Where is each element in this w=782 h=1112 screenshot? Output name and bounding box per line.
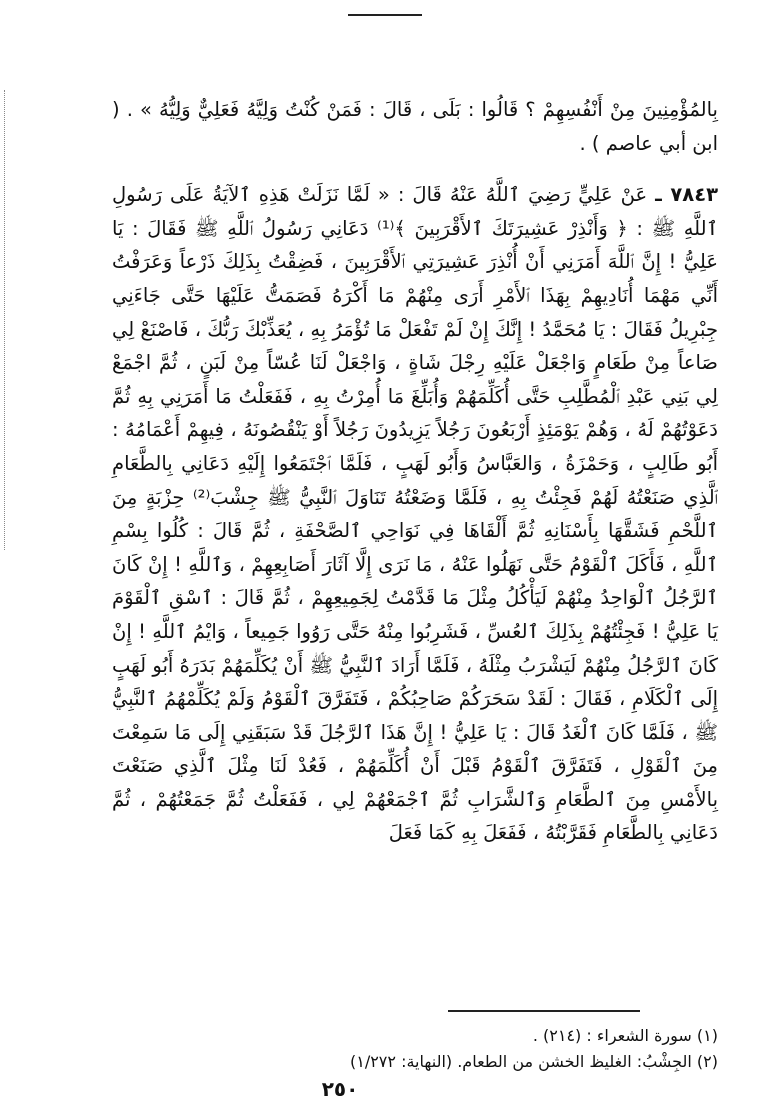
hadith-number: ٧٨٤٣ ـ (655, 183, 718, 207)
margin-dotted-line (4, 90, 7, 550)
paragraph-continuation: بِالمُؤْمِنِينَ مِنْ أَنْفُسِهِمْ ؟ قَالُوا : بَلَى ، قَالَ : فَمَنْ كُنْتُ وَلِيَّهُ فَعَلِيٌّ وَلِيُّهُ » . ( ابن أبي عاصم ) . (112, 98, 718, 155)
footnotes (112, 1023, 718, 1075)
header-rule (348, 14, 422, 16)
paragraph-hadith (112, 178, 718, 850)
footnote-separator (448, 1010, 640, 1012)
footnote-2: (٢) الجِشْبُ: الغليظ الخشن من الطعام. (النهاية: ١/٢٧٢) (349, 1052, 718, 1071)
hadith-text: عَنْ عَلِيٍّ رَضِيَ ٱللَّهُ عَنْهُ قَالَ : « لَمَّا نَزَلَتْ هَذِهِ ٱلآيَةُ عَلَى رَسُولِ ٱللَّهِ ﷺ : ﴿ وَأَنْذِرْ عَشِيرَتَكَ ٱلأَقْرَبِينَ ﴾⁽¹⁾ دَعَانِي رَسُولُ ٱللَّهِ ﷺ فَقَالَ : يَا عَلِيُّ ! إِنَّ ٱللَّهَ أَمَرَنِي أَنْ أُنْذِرَ عَشِيرَتِي ٱلأَقْرَبِينَ ، فَضِقْتُ بِذَلِكَ ذَرْعاً وَعَرَفْتُ أَنِّي مَهْمَا أُنَادِيهِمْ بِهَذَا ٱلأَمْرِ أَرَى مِنْهُمْ مَا أَكْرَهُ فَصَمَتُّ عَلَيْهَا حَتَّى جَاءَنِي جِبْرِيلُ فَقَالَ : يَا مُحَمَّدُ ! إِنَّكَ إِنْ لَمْ تَفْعَلْ مَا تُؤْمَرُ بِهِ ، يُعَذِّبْكَ رَبُّكَ ، فَاصْنَعْ لِي صَاعاً مِنْ طَعَامٍ وَاجْعَلْ عَلَيْهِ رِجْلَ شَاةٍ ، وَاجْعَلْ لَنَا عُسّاً مِنْ لَبَنٍ ، ثُمَّ اجْمَعْ لِي بَنِي عَبْدِ ٱلْمُطَّلِبِ حَتَّى أُكَلِّمَهُمْ وَأُبَلِّغَ مَا أُمِرْتُ بِهِ ، فَفَعَلْتُ مَا أَمَرَنِي بِهِ ثُمَّ دَعَوْتُهُمْ لَهُ ، وَهُمْ يَوْمَئِذٍ أَرْبَعُونَ رَجُلاً يَزِيدُونَ رَجُلاً أَوْ يَنْقُصُونَهُ ، فِيهِمْ أَعْمَامُهُ : أَبُو طَالِبٍ ، وَحَمْزَةُ ، وَالعَبَّاسُ وَأَبُو لَهَبٍ ، فَلَمَّا ٱجْتَمَعُوا إِلَيْهِ دَعَانِي بِالطَّعَامِ ٱلَّذِي صَنَعْتُهُ لَهُمْ فَجِئْتُ بِهِ ، فَلَمَّا وَضَعْتُهُ تَنَاوَلَ ٱلنَّبِيُّ ﷺ جِشْبَ⁽²⁾ حِزْبَةٍ مِنَ ٱللَّحْمِ فَشَقَّهَا بِأَسْنَانِهِ ثُمَّ أَلْقَاهَا فِي نَوَاحِي ٱلصَّحْفَةِ ، ثُمَّ قَالَ : كُلُوا بِسْمِ ٱللَّهِ ، فَأَكَلَ ٱلْقَوْمُ حَتَّى نَهَلُوا عَنْهُ ، مَا نَرَى إِلَّا آثَارَ أَصَابِعِهِمْ ، وَٱللَّهِ ! إِنْ كَانَ ٱلرَّجُلُ ٱلْوَاحِدُ مِنْهُمْ لَيَأْكُلُ مِثْلَ مَا قَدَّمْتُ لِجَمِيعِهِمْ ، ثُمَّ قَالَ : ٱسْقِ ٱلْقَوْمَ يَا عَلِيُّ ! فَجِئْتُهُمْ بِذَلِكَ ٱلعُسِّ ، فَشَرِبُوا مِنْهُ حَتَّى رَوُوا جَمِيعاً ، وَايْمُ ٱللَّهِ ! إِنْ كَانَ ٱلرَّجُلُ مِنْهُمْ لَيَشْرَبُ مِثْلَهُ ، فَلَمَّا أَرَادَ ٱلنَّبِيُّ ﷺ أَنْ يُكَلِّمَهُمْ بَدَرَهُ أَبُو لَهَبٍ إِلَى ٱلْكَلَامِ ، فَقَالَ : لَقَدْ سَحَرَكُمْ صَاحِبُكُمْ ، فَتَفَرَّقَ ٱلْقَوْمُ وَلَمْ يُكَلِّمْهُمُ ٱلنَّبِيُّ ﷺ ، فَلَمَّا كَانَ ٱلْغَدُ قَالَ : يَا عَلِيُّ ! إِنَّ هَذَا ٱلرَّجُلَ قَدْ سَبَقَنِي إِلَى مَا سَمِعْتَ مِنَ ٱلْقَوْلِ ، فَتَفَرَّقَ ٱلْقَوْمُ قَبْلَ أَنْ أُكَلِّمَهُمْ ، فَعُدْ لَنَا مِثْلَ ٱلَّذِي صَنَعْتَ بِالأَمْسِ مِنَ ٱلطَّعَامِ وَٱلشَّرَابِ ثُمَّ ٱجْمَعْهُمْ لِي ، فَفَعَلْتُ ثُمَّ جَمَعْتُهُمْ ، ثُمَّ دَعَانِي بِالطَّعَامِ فَقَرَّبْتُهُ ، فَفَعَلَ بِهِ كَمَا فَعَلَ (112, 183, 719, 845)
footnote-1: (١) سورة الشعراء : (٢١٤) . (532, 1026, 718, 1045)
main-text (112, 93, 718, 850)
page-number: ٢٥٠ (321, 1077, 359, 1101)
paragraph-gap (112, 160, 718, 178)
